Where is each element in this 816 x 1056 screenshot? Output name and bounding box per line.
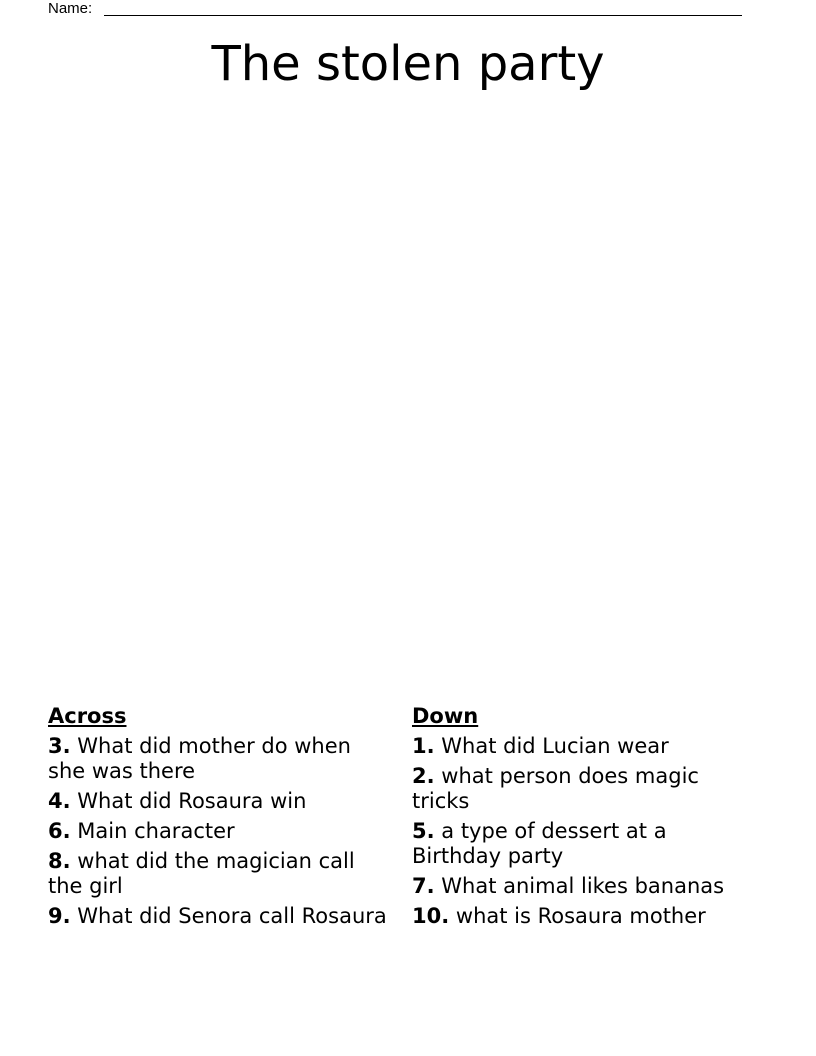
across-clue: 3. What did mother do when she was there [48, 734, 351, 783]
across-clues [48, 704, 388, 934]
across-clue: 8. what did the magician call the girl [48, 849, 355, 898]
across-heading: Across [48, 704, 127, 728]
down-clues [412, 704, 762, 934]
down-clue: 7. What animal likes bananas [412, 874, 725, 898]
down-clue: 10. what is Rosaura mother [412, 904, 706, 928]
down-clue: 1. What did Lucian wear [412, 734, 669, 758]
across-clue: 6. Main character [48, 819, 235, 843]
down-clue: 5. a type of dessert at a Birthday party [412, 819, 667, 868]
across-clue: 4. What did Rosaura win [48, 789, 307, 813]
across-clue: 9. What did Senora call Rosaura [48, 904, 387, 928]
page-title: The stolen party [211, 36, 605, 92]
down-heading: Down [412, 704, 479, 728]
name-label: Name: [48, 0, 93, 17]
down-clue: 2. what person does magic tricks [412, 764, 699, 813]
